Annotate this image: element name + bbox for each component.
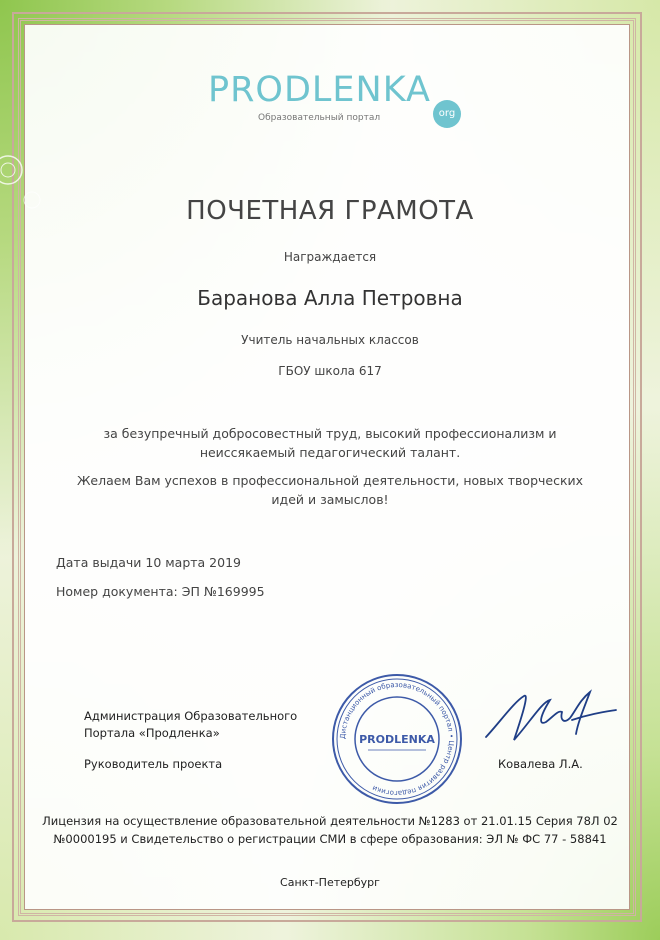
admin-line-2: Портала «Продленка» — [84, 726, 220, 740]
city: Санкт-Петербург — [280, 876, 380, 889]
license-line-2: №0000195 и Свидетельство о регистрации СМИ в сфере образования: ЭЛ № ФС 77 - 58841 — [53, 832, 607, 846]
award-reason: за безупречный добросовестный труд, высокий профессионализм и неиссякаемый педагогический талант. — [103, 426, 557, 460]
logo-brand: PRODLENKA — [208, 70, 431, 110]
recipient-name: Баранова Алла Петровна — [197, 286, 463, 310]
admin-line-1: Администрация Образовательного — [84, 709, 298, 723]
frame-inner — [24, 24, 630, 910]
official-stamp — [330, 672, 464, 806]
manager-title: Руководитель проекта — [84, 757, 223, 771]
recipient-position: Учитель начальных классов — [241, 333, 419, 347]
document-number: Номер документа: ЭП №169995 — [56, 584, 265, 599]
stamp-center-text: PRODLENKA — [359, 733, 435, 746]
license-text — [40, 812, 620, 848]
license-line-1: Лицензия на осуществление образовательной деятельности №1283 от 21.01.15 Серия 78Л 02 — [42, 814, 618, 828]
recipient-school: ГБОУ школа 617 — [278, 364, 382, 378]
handwritten-signature-icon — [480, 682, 620, 752]
awarded-label: Награждается — [283, 250, 377, 264]
stamp-ring-text: Дистанционный образовательный портал • Центр развития педагогики — [338, 680, 456, 798]
prodlenka-logo — [208, 70, 456, 123]
award-wish: Желаем Вам успехов в профессиональной деятельности, новых творческих идей и замыслов! — [76, 473, 584, 507]
admin-signature-block — [84, 708, 324, 742]
signer-name: Ковалева Л.А. — [498, 757, 583, 771]
logo-org-badge: org — [433, 100, 461, 128]
certificate-title: ПОЧЕТНАЯ ГРАМОТА — [186, 196, 474, 226]
logo-subtitle: Образовательный портал — [258, 113, 381, 123]
issue-date: Дата выдачи 10 марта 2019 — [56, 555, 241, 570]
